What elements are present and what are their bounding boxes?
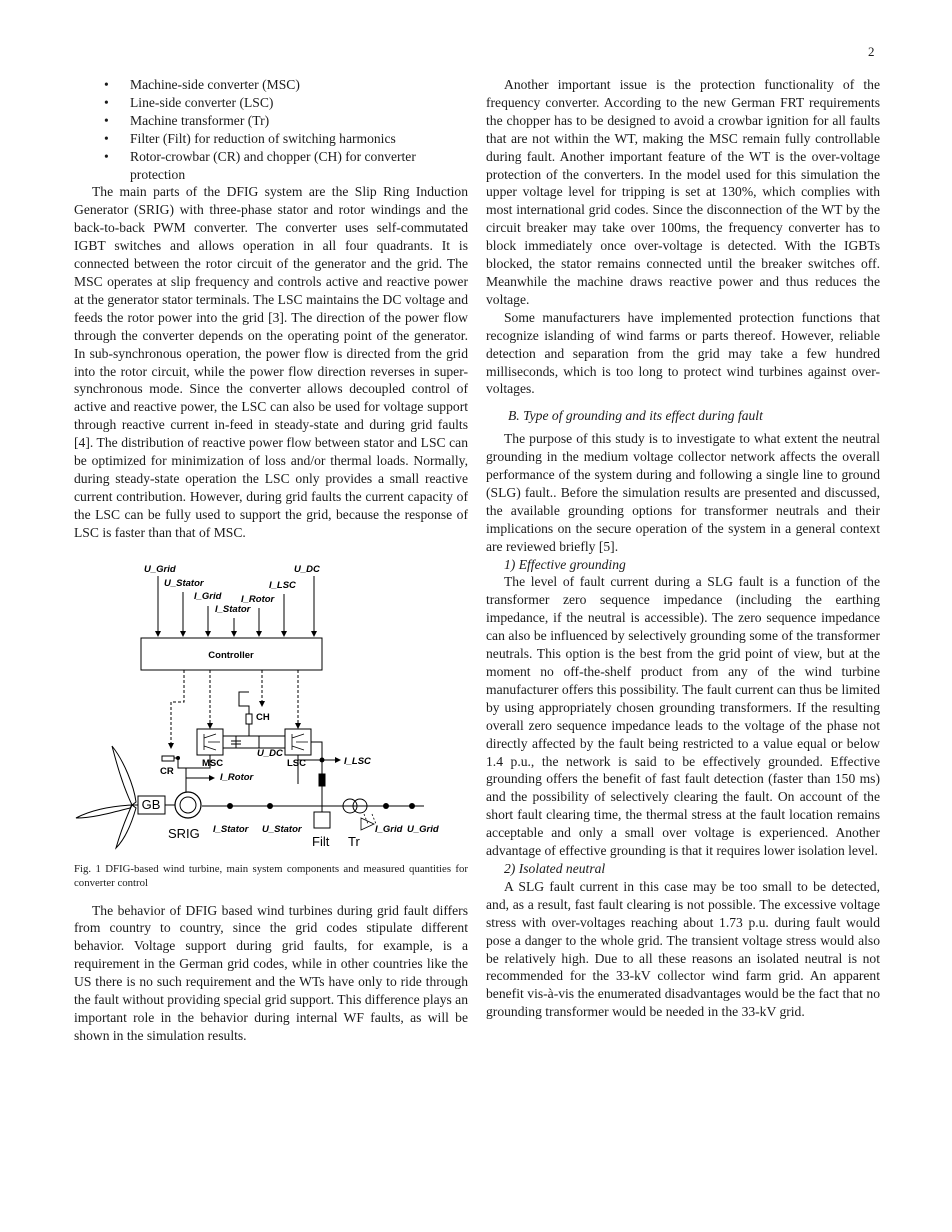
list-item: • Rotor-crowbar (CR) and chopper (CH) for converter protection: [74, 148, 468, 184]
subsection-heading-isolated-neutral: 2) Isolated neutral: [504, 860, 606, 876]
subsection-heading-effective-grounding: 1) Effective grounding: [504, 556, 626, 572]
irotor-bottom-label: I_Rotor: [220, 771, 254, 783]
wind-turbine-rotor: [76, 746, 138, 848]
list-item: • Machine-side converter (MSC): [74, 76, 468, 94]
msc-label: MSC: [202, 757, 224, 769]
page-number: 2: [868, 44, 875, 59]
list-item: • Line-side converter (LSC): [74, 94, 468, 112]
figure-caption: Fig. 1 DFIG-based wind turbine, main system components and measured quantities for converter control: [74, 862, 468, 889]
igrid-top-label: I_Grid: [194, 590, 222, 602]
component-list: [74, 76, 468, 183]
srig-label: SRIG: [168, 825, 200, 841]
istator-top-label: I_Stator: [215, 603, 251, 615]
irotor-top-label: I_Rotor: [241, 593, 275, 605]
ilsc-bottom-label: I_LSC: [344, 755, 371, 767]
ugrid-top-label: U_Grid: [144, 563, 176, 575]
filt-label: Filt: [312, 833, 330, 849]
cr-label: CR: [160, 765, 174, 777]
left-column: [74, 76, 468, 1045]
gb-label: GB: [141, 796, 161, 812]
istator-bottom-label: I_Stator: [213, 823, 249, 835]
list-item: • Machine transformer (Tr): [74, 112, 468, 130]
igrid-bottom-label: I_Grid: [375, 823, 403, 835]
paragraph-protection: Another important issue is the protection functionality of the frequency converter. According to the new German FRT requirements the chopper has to be designed to avoid a crowbar ignition for all faults that are not within the WT, making the MSC remain fully controllable during fault. Another important feature of the WT is the over-voltage protection of the converters. In the model used for this simulation the upper voltage level for tripping is set at 130%, which complies with most international grid codes. Since the disconnection of the WT by the circuit breaker may take over 100ms, the frequency converter has to block immediately once over-voltage is detected. With the IGBTs blocked, the stator remains connected until the breaker switches off. Meanwhile the machine draws reactive power and thus reduces the voltage.: [486, 77, 880, 307]
ustator-top-label: U_Stator: [164, 577, 204, 589]
figure-dfig-diagram: [74, 556, 468, 856]
udc-top-label: U_DC: [294, 563, 320, 575]
paragraph-dfig-parts: The main parts of the DFIG system are the Slip Ring Induction Generator (SRIG) with three-phase stator and rotor windings and the back-to-back PWM converter. The converter uses self-commutated IGBT switches and allows operation in all four quadrants. It is connected between the rotor circuit of the generator and the grid. The MSC operates at slip frequency and controls active and reactive power at the generator stator terminals. The LSC maintains the DC voltage and feeds the rotor power into the grid [3]. The direction of the power flow through the converter depends on the operating point of the generator. In sub-synchronous operation, the power flow is directed from the grid into the rotor circuit, while the power flow direction reverses in super-synchronous mode. Since the converter allows decoupled control of active and reactive power, the LSC can also be used for voltage support through reactive current in-feed in steady-state and during grid faults [4]. The distribution of reactive power flow between stator and LSC can be optimized for minimization of loss and/or thermal loads. Normally, during steady-state operation the LSC only provides a small reactive current contribution. However, during grid faults the current capacity of the LSC can be fully used to support the grid, because the response of LSC is faster than that of MSC.: [74, 184, 468, 540]
dfig-diagram: [74, 556, 468, 856]
ch-label: CH: [256, 711, 270, 723]
list-item: • Filter (Filt) for reduction of switching harmonics: [74, 130, 468, 148]
controller-label: Controller: [208, 649, 254, 661]
paragraph-study-purpose: The purpose of this study is to investigate to what extent the neutral grounding in the medium voltage collector network affects the overall performance of the system during and following a single line to ground (SLG) fault.. Before the simulation results are presented and discussed, the available grounding options for transformer neutrals and their implications on the secure operation of the system in a general context are reviewed briefly [5].: [486, 431, 880, 554]
ilsc-top-label: I_LSC: [269, 579, 296, 591]
ustator-bottom-label: U_Stator: [262, 823, 302, 835]
tr-label: Tr: [348, 833, 360, 849]
section-heading-grounding: B. Type of grounding and its effect during fault: [508, 408, 763, 424]
paragraph-islanding: Some manufacturers have implemented protection functions that recognize islanding of wind farms or parts thereof. However, reliable detection and separation from the grid may take a few hundred milliseconds, which is too long to protect wind turbines against over-voltages.: [486, 309, 880, 397]
right-column: [486, 76, 880, 1021]
lsc-label: LSC: [287, 757, 306, 769]
paragraph-grid-codes: The behavior of DFIG based wind turbines during grid fault differs from country to country, since the grid codes stipulate different behavior. Voltage support during grid faults, for example, is a requirement in the German grid codes, while in other countries like the US there is no such requirement and the WTs have only to ride through the fault without providing special grid support. This difference plays an important role in the behavior during internal WF faults, as will be shown in the simulation results.: [74, 902, 469, 1043]
ugrid-bottom-label: U_Grid: [407, 823, 439, 835]
srig-symbol: [175, 792, 201, 818]
paragraph-effective-grounding: The level of fault current during a SLG fault is a function of the transformer zero sequence impedance (including the earthing impedance, if the neutral is accessible). The zero sequence impedance can also be influenced by selectively grounding some of the transformer neutrals. This option is the best from the grid point of view, but at the moment no off-the-shelf product from any of the wind turbine manufacturer offers this possibility. The fault current can thus be limited by using appropriately chosen grounding transformers. If the resulting overall zero sequence impedance leads to the voltage of the phase not directly affected by the fault being restricted to a value equal or below 1.4 p.u., the network is said to be effectively grounded. Effective grounding offers the benefit of fast fault detection (faster than 150 ms) and the possibility of selectively clearing the fault. On account of the short fault clearing time, the thermal stress at the fault location remains acceptable and only a small over voltage is experienced. Another advantage of effective grounding is that it requires lower isolation level.: [486, 574, 880, 859]
udc-inner-label: U_DC: [257, 747, 283, 759]
paragraph-isolated-neutral: A SLG fault current in this case may be too small to be detected, and, as a result, fast fault clearing is not possible. The excessive voltage stress with over-voltages reaching about 1.73 p.u. during fault would pose a danger to the whole grid. The transient voltage stress would also be relatively high. Due to all these reasons an isolated neutral is not recommended for the 33-kV collector wind farm grid. An apparent benefit vis-à-vis the enumerated disadvantages would be the fact that no grounding transformer would be needed in the 33-kV grid.: [486, 878, 880, 1020]
